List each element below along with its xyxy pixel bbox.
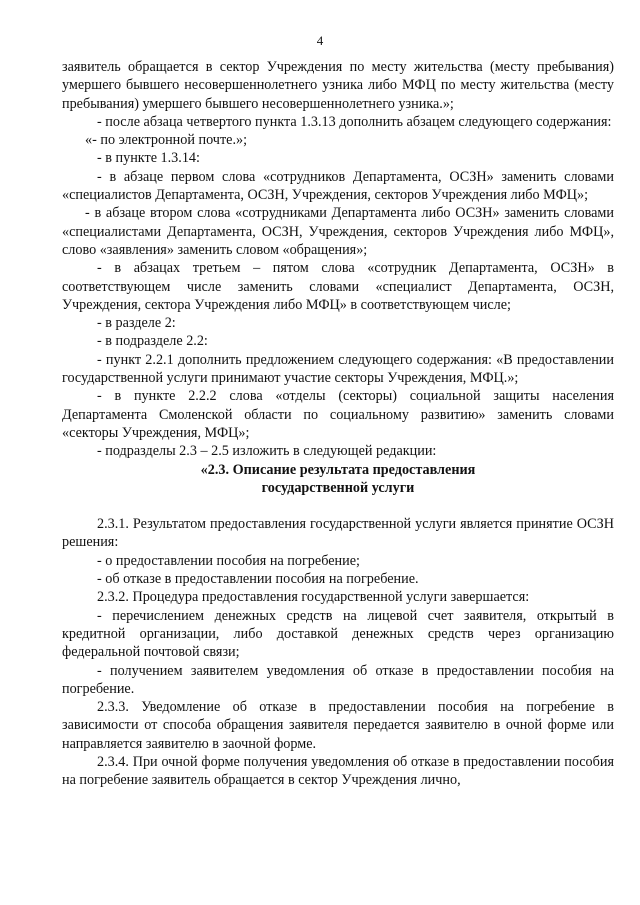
document-body <box>62 58 614 790</box>
paragraph: - перечислением денежных средств на лицевой счет заявителя, открытый в кредитной организации, либо доставкой денежных средств через организацию федеральной почтовой связи; <box>62 607 614 661</box>
paragraph: - подразделы 2.3 – 2.5 изложить в следующей редакции: <box>97 443 437 460</box>
paragraph: - после абзаца четвертого пункта 1.3.13 дополнить абзацем следующего содержания: <box>97 113 612 130</box>
paragraph: - о предоставлении пособия на погребение; <box>97 552 360 569</box>
section-heading-line-1: «2.3. Описание результата предоставления <box>200 461 476 478</box>
paragraph: - в подразделе 2.2: <box>97 333 208 350</box>
paragraph: заявитель обращается в сектор Учреждения по месту жительства (месту пребывания) умершего бывшего несовершеннолетнего узника либо МФЦ по месту жительства (месту пребывания) умершего бывшего несовершеннолетнего узника.»; <box>62 59 614 112</box>
paragraph: 2.3.1. Результатом предоставления государственной услуги является принятие ОСЗН решения: <box>62 516 614 551</box>
page-number: 4 <box>316 33 324 48</box>
paragraph: - в абзаце первом слова «сотрудников Департамента, ОСЗН» заменить словами «специалистов Департамента, ОСЗН, Учреждения, секторов Учреждения либо МФЦ»; <box>62 168 614 204</box>
spacer <box>62 497 614 515</box>
paragraph: - в пункте 2.2.2 слова «отделы (секторы) социальной защиты населения Департамента Смоленской области по социальному развитию» заменить словами «секторы Учреждения, МФЦ»; <box>62 388 614 441</box>
paragraph: - пункт 2.2.1 дополнить предложением следующего содержания: «В предоставлении государственной услуги принимают участие секторы Учреждения, МФЦ.»; <box>62 351 614 387</box>
paragraph: - в абзаце втором слова «сотрудниками Департамента либо ОСЗН» заменить словами «специалистами Департамента, ОСЗН, Учреждения, секторов Учреждения либо МФЦ», слово «заявления» заменить словом «обращения»; <box>62 205 614 258</box>
paragraph: 2.3.4. При очной форме получения уведомления об отказе в предоставлении пособия на погребение заявитель обращается в сектор Учреждения лично, <box>62 753 614 789</box>
paragraph: «- по электронной почте.»; <box>85 132 248 149</box>
paragraph: - в разделе 2: <box>97 315 176 332</box>
paragraph: 2.3.2. Процедура предоставления государственной услуги завершается: <box>97 589 530 606</box>
section-heading-line-2: государственной услуги <box>261 479 415 496</box>
paragraph: - в пункте 1.3.14: <box>97 150 200 167</box>
paragraph: - в абзацах третьем – пятом слова «сотрудник Департамента, ОСЗН» в соответствующем числе заменить словами «специалист Департамента, ОСЗН, Учреждения, сектора Учреждения либо МФЦ» в соответствующем числе; <box>62 260 614 313</box>
paragraph: - получением заявителем уведомления об отказе в предоставлении пособия на погребение. <box>62 662 614 697</box>
paragraph: 2.3.3. Уведомление об отказе в предоставлении пособия на погребение в зависимости от способа обращения заявителя передается заявителю в очной форме или направляется заявителю в заочной форме. <box>62 699 614 752</box>
paragraph: - об отказе в предоставлении пособия на погребение. <box>97 571 419 588</box>
